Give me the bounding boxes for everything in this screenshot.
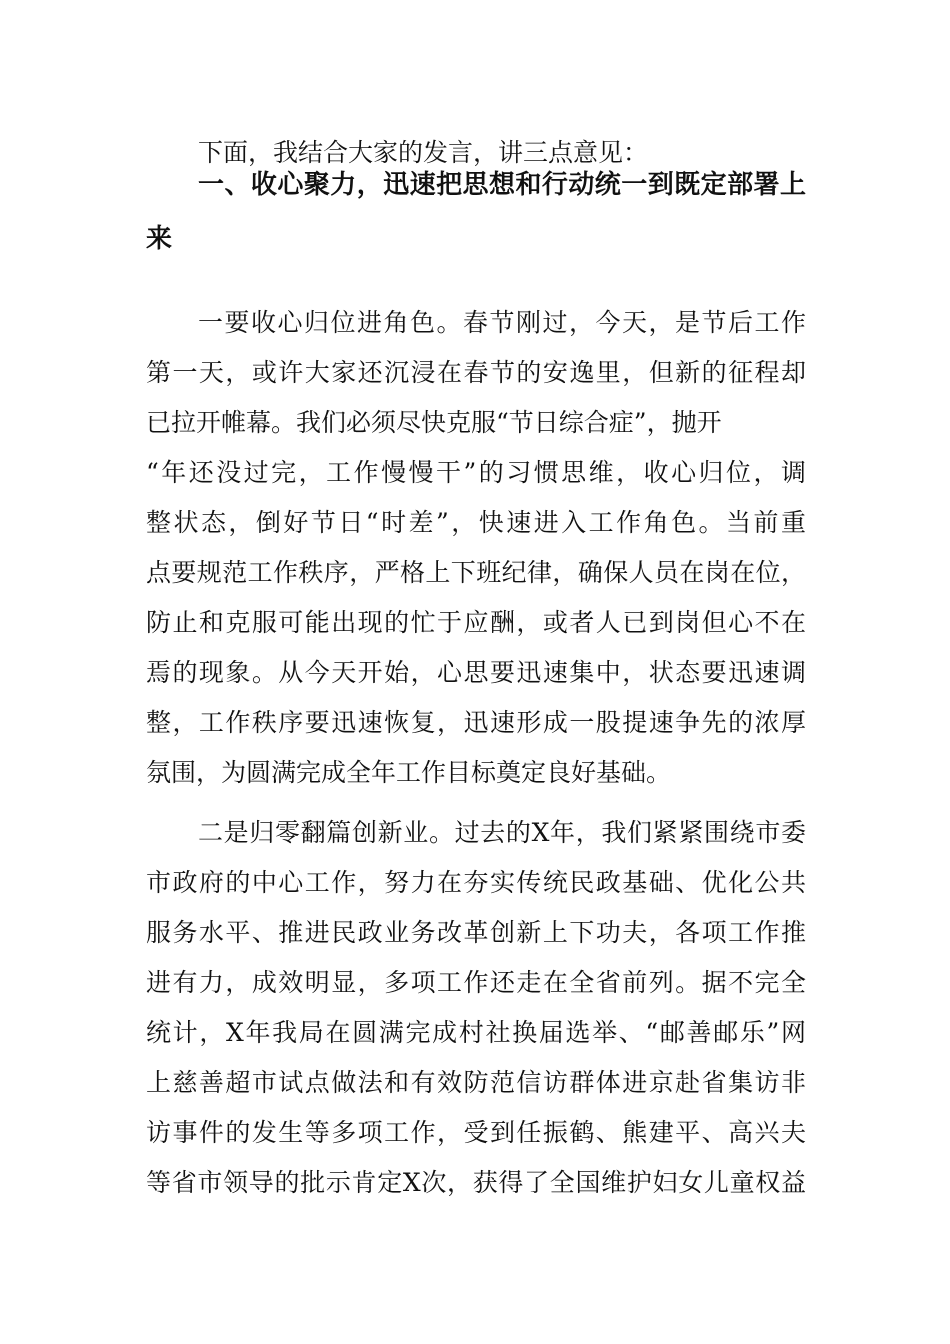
intro-line: 下面，我结合大家的发言，讲三点意见：: [198, 138, 649, 167]
paragraph-line: 访事件的发生等多项工作，受到任振鹤、熊建平、高兴夫: [146, 1118, 806, 1147]
section-heading-1: [146, 158, 806, 266]
paragraph-line: 整，工作秩序要迅速恢复，迅速形成一股提速争先的浓厚: [146, 708, 806, 737]
paragraph-line: 整状态，倒好节日“时差”，快速进入工作角色。当前重: [146, 508, 806, 537]
paragraph-line: 点要规范工作秩序，严格上下班纪律，确保人员在岗在位，: [146, 558, 806, 587]
paragraph-line: 防止和克服可能出现的忙于应酬，或者人已到岗但心不在: [146, 608, 806, 637]
heading-line: 来: [146, 224, 173, 254]
paragraph-line: 二是归零翻篇创新业。过去的X年，我们紧紧围绕市委: [198, 818, 806, 847]
paragraph-line: 焉的现象。从今天开始，心思要迅速集中，状态要迅速调: [146, 658, 806, 687]
paragraph-line: “年还没过完，工作慢慢干”的习惯思维，收心归位，调: [146, 458, 806, 487]
paragraph-line: 进有力，成效明显，多项工作还走在全省前列。据不完全: [146, 968, 806, 997]
paragraph-line: 上慈善超市试点做法和有效防范信访群体进京赴省集访非: [146, 1068, 806, 1097]
paragraph-line: 服务水平、推进民政业务改革创新上下功夫，各项工作推: [146, 918, 806, 947]
heading-line: 一、收心聚力，迅速把思想和行动统一到既定部署上: [198, 170, 806, 200]
paragraph-line: 统计，X年我局在圆满完成村社换届选举、“邮善邮乐”网: [146, 1018, 806, 1047]
paragraph-line: 等省市领导的批示肯定X次，获得了全国维护妇女儿童权益: [146, 1168, 806, 1197]
paragraph-2: [146, 808, 806, 1208]
paragraph-line: 氛围，为圆满完成全年工作目标奠定良好基础。: [146, 758, 672, 787]
paragraph-1: [146, 298, 806, 798]
paragraph-line: 已拉开帷幕。我们必须尽快克服“节日综合症”，抛开: [146, 408, 722, 437]
paragraph-line: 第一天，或许大家还沉浸在春节的安逸里，但新的征程却: [146, 358, 806, 387]
paragraph-line: 一要收心归位进角色。春节刚过，今天，是节后工作: [198, 308, 806, 337]
paragraph-line: 市政府的中心工作，努力在夯实传统民政基础、优化公共: [146, 868, 806, 897]
